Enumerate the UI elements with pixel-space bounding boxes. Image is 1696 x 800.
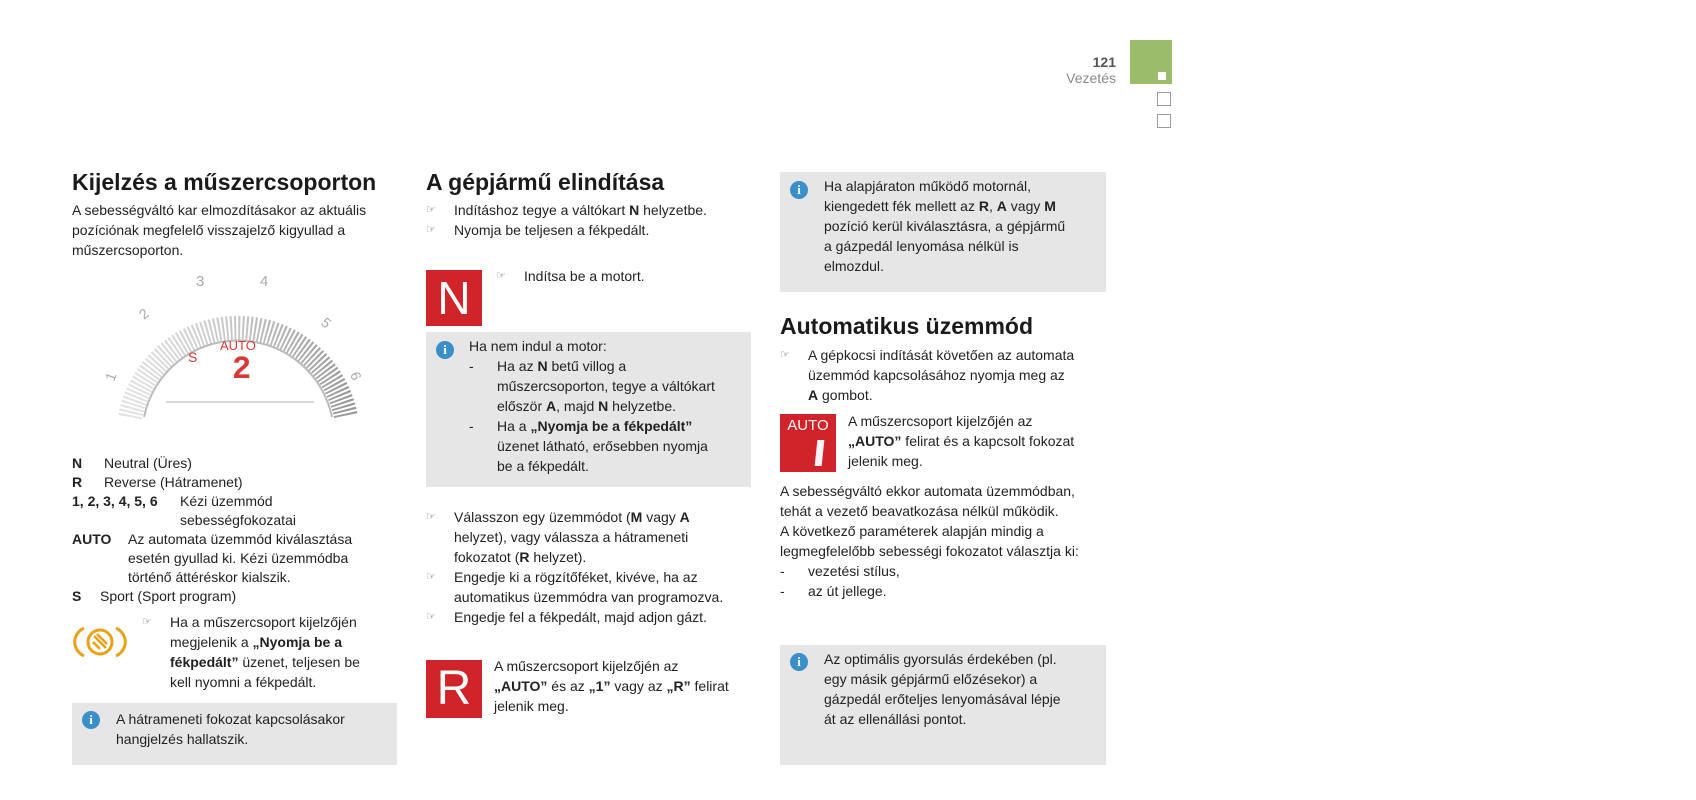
dash-item: [780, 561, 1120, 581]
info-icon: i: [790, 181, 808, 199]
brake-warning-icon: [76, 624, 124, 660]
emphasis: N: [598, 398, 609, 414]
text-line: [824, 196, 1099, 216]
gear-digit: 2: [232, 351, 252, 388]
text: Engedje ki a rögzítőféket, kivéve, ha az: [454, 569, 698, 585]
text-line: [426, 547, 766, 567]
dash-item: [469, 416, 744, 436]
info-content: [469, 336, 744, 476]
info-box: [426, 332, 751, 487]
legend-desc: Reverse (Hátramenet): [104, 474, 243, 490]
legend-item: [72, 530, 402, 549]
page-number: 121: [1092, 54, 1116, 70]
emphasis: R: [978, 198, 989, 214]
text-line: Az optimális gyorsulás érdekében (pl.: [824, 651, 1057, 667]
text-line: helyzet), vagy válassza a hátrameneti: [454, 529, 689, 545]
legend-desc: esetén gyullad ki. Kézi üzemmódba: [128, 550, 349, 566]
bullet-item: [426, 567, 766, 587]
legend-item: [72, 587, 402, 606]
legend-desc: történő áttéréskor kialszik.: [128, 569, 291, 585]
text: felirat: [690, 678, 729, 694]
auto-label: AUTO: [787, 417, 829, 434]
text: Nyomja be teljesen a fékpedált.: [454, 222, 650, 238]
text-line: kell nyomni a fékpedált.: [170, 674, 317, 690]
text-line: [780, 385, 1110, 405]
text: helyzetbe.: [639, 202, 707, 218]
text: vezetési stílus,: [808, 563, 900, 579]
legend-desc: sebességfokozatai: [180, 512, 296, 528]
text: , majd: [556, 398, 599, 414]
text: vagy: [1006, 198, 1045, 214]
text-line: [469, 396, 744, 416]
legend-item: [72, 454, 402, 473]
bullet-item: [142, 612, 402, 632]
auto-paragraph: [780, 481, 1120, 601]
tick-4: 4: [260, 273, 269, 290]
info-heading: Ha nem indul a motor:: [469, 338, 607, 354]
text: Engedje fel a fékpedált, majd adjon gázt.: [454, 609, 707, 625]
bullet-item: [426, 200, 756, 220]
emphasis: „R”: [666, 678, 691, 694]
emphasis: fékpedált”: [170, 654, 239, 670]
info-text: hangjelzés hallatszik.: [116, 731, 249, 747]
tab-marker: [1157, 92, 1171, 106]
text-line: [142, 652, 402, 672]
text-line: automatikus üzemmódra van programozva.: [454, 589, 724, 605]
bullet-item: [780, 345, 1110, 365]
text-line: elmozdul.: [824, 258, 884, 274]
legend-desc: Kézi üzemmód: [180, 493, 273, 509]
text-line: jelenik meg.: [848, 453, 923, 469]
text-line: [494, 676, 764, 696]
text-line: be a fékpedált.: [497, 458, 589, 474]
gear-n-badge: N: [426, 270, 482, 326]
tick-1: 1: [101, 370, 120, 384]
text: Ha a: [497, 418, 531, 434]
text: és az: [547, 678, 589, 694]
emphasis: „AUTO”: [848, 433, 902, 449]
text: üzenet, teljesen be: [238, 654, 360, 670]
text: gombot.: [818, 387, 873, 403]
emphasis: N: [629, 202, 640, 218]
text: Indítsa be a motort.: [524, 268, 645, 284]
text-line: [142, 632, 402, 652]
info-box: [780, 172, 1106, 292]
start-steps: [426, 200, 756, 240]
legend-item: [72, 473, 402, 492]
text: A gépkocsi indítását követően az automata: [808, 347, 1075, 363]
gear-indicator-gauge: [101, 272, 370, 442]
text-line: legmegfelelőbb sebességi fokozatot választja ki:: [780, 543, 1079, 559]
brake-note: [142, 612, 402, 692]
text: Ha a műszercsoport kijelzőjén: [170, 614, 357, 630]
text-line: üzemmód kapcsolásához nyomja meg az: [808, 367, 1065, 383]
legend-desc: Neutral (Üres): [104, 455, 192, 471]
text-line: A műszercsoport kijelzőjén az: [848, 413, 1033, 429]
text: először: [497, 398, 547, 414]
text-line: a gázpedál lenyomása nélkül is: [824, 238, 1019, 254]
text: Ha az: [497, 358, 538, 374]
text: ,: [989, 198, 997, 214]
auto-badge: [780, 414, 836, 472]
legend-item: [72, 492, 402, 511]
emphasis: A: [546, 398, 557, 414]
emphasis: „Nyomja be a fékpedált”: [530, 418, 693, 434]
r-note: [494, 656, 764, 716]
text-line: [848, 431, 1108, 451]
info-content: [824, 176, 1099, 276]
text-line: műszercsoporton, tegye a váltókart: [497, 378, 715, 394]
auto-indicator: AUTO: [220, 338, 256, 353]
text: betű villog a: [547, 358, 627, 374]
info-icon: i: [790, 653, 808, 671]
info-icon: i: [82, 711, 100, 729]
legend-key: N: [72, 455, 83, 471]
emphasis: A: [679, 509, 690, 525]
text-line: jelenik meg.: [494, 698, 569, 714]
text: vagy: [642, 509, 680, 525]
auto-steps: [780, 345, 1110, 405]
bullet-item: [426, 220, 756, 240]
emphasis: N: [537, 358, 548, 374]
info-icon: i: [436, 341, 454, 359]
text: fokozatot (: [454, 549, 520, 565]
text-line: egy másik gépjármű előzésekor) a: [824, 671, 1038, 687]
text: megjelenik a: [170, 634, 253, 650]
text-line: Ha alapjáraton működő motornál,: [824, 178, 1032, 194]
section-heading: Kijelzés a műszercsoporton: [72, 169, 377, 195]
emphasis: A: [808, 387, 819, 403]
emphasis: „Nyomja be a: [252, 634, 342, 650]
tick-6: 6: [347, 369, 365, 383]
drive-steps: [426, 507, 766, 627]
gear-r-badge: R: [426, 660, 482, 718]
emphasis: A: [996, 198, 1007, 214]
legend-desc: Sport (Sport program): [100, 588, 237, 604]
dash-item: [469, 356, 744, 376]
text-line: üzenet látható, erősebben nyomja: [497, 438, 708, 454]
section-heading: Automatikus üzemmód: [780, 313, 1034, 339]
dash-item: [780, 581, 1120, 601]
text: vagy az: [610, 678, 667, 694]
emphasis: „AUTO”: [494, 678, 548, 694]
tick-2: 2: [135, 305, 152, 323]
tab-marker: [1157, 114, 1171, 128]
info-text: A hátrameneti fokozat kapcsolásakor: [116, 711, 345, 727]
legend-key: 1, 2, 3, 4, 5, 6: [72, 493, 158, 509]
text-line: A következő paraméterek alapján mindig a: [780, 523, 1044, 539]
text: helyzetbe.: [608, 398, 677, 414]
emphasis: R: [519, 549, 530, 565]
legend-key: S: [72, 588, 82, 604]
intro-paragraph: A sebességváltó kar elmozdításakor az aktuális pozíciónak megfelelő visszajelző kigyullad a műszercsoporton.: [72, 202, 367, 258]
section-heading: A gépjármű elindítása: [426, 169, 665, 195]
sport-indicator: S: [188, 349, 198, 365]
tick-3: 3: [196, 273, 205, 290]
gear-legend: [72, 454, 402, 606]
legend-key: R: [72, 474, 83, 490]
text-line: gázpedál erőteljes lenyomásával lépje: [824, 691, 1061, 707]
emphasis: M: [1044, 198, 1056, 214]
text: felirat és a kapcsolt fokozat: [901, 433, 1075, 449]
bullet-item: [426, 607, 766, 627]
bullet-item: [426, 507, 766, 527]
auto-note: [848, 411, 1108, 471]
text-line: át az ellenállási pontot.: [824, 711, 967, 727]
gear-digit-glyph: [815, 440, 825, 466]
emphasis: „1”: [588, 678, 611, 694]
text: az út jellege.: [808, 583, 887, 599]
text: Válasszon egy üzemmódot (: [454, 509, 631, 525]
info-content: [824, 649, 1099, 729]
legend-key: AUTO: [72, 531, 112, 547]
text-line: pozíció kerül kiválasztásra, a gépjármű: [824, 218, 1066, 234]
info-box: [780, 645, 1106, 765]
text-line: A műszercsoport kijelzőjén az: [494, 658, 679, 674]
text: Indításhoz tegye a váltókart: [454, 202, 630, 218]
legend-desc: Az automata üzemmód kiválasztása: [128, 531, 353, 547]
section-tab: [1130, 40, 1172, 84]
text-line: A sebességváltó ekkor automata üzemmódban,: [780, 483, 1075, 499]
text: helyzet).: [529, 549, 587, 565]
section-title: Vezetés: [1066, 70, 1116, 86]
text-line: tehát a vezető beavatkozása nélkül működik.: [780, 503, 1059, 519]
text: kiengedett fék mellett az: [824, 198, 979, 214]
tick-5: 5: [318, 314, 335, 332]
emphasis: M: [630, 509, 643, 525]
info-box: [72, 703, 397, 765]
